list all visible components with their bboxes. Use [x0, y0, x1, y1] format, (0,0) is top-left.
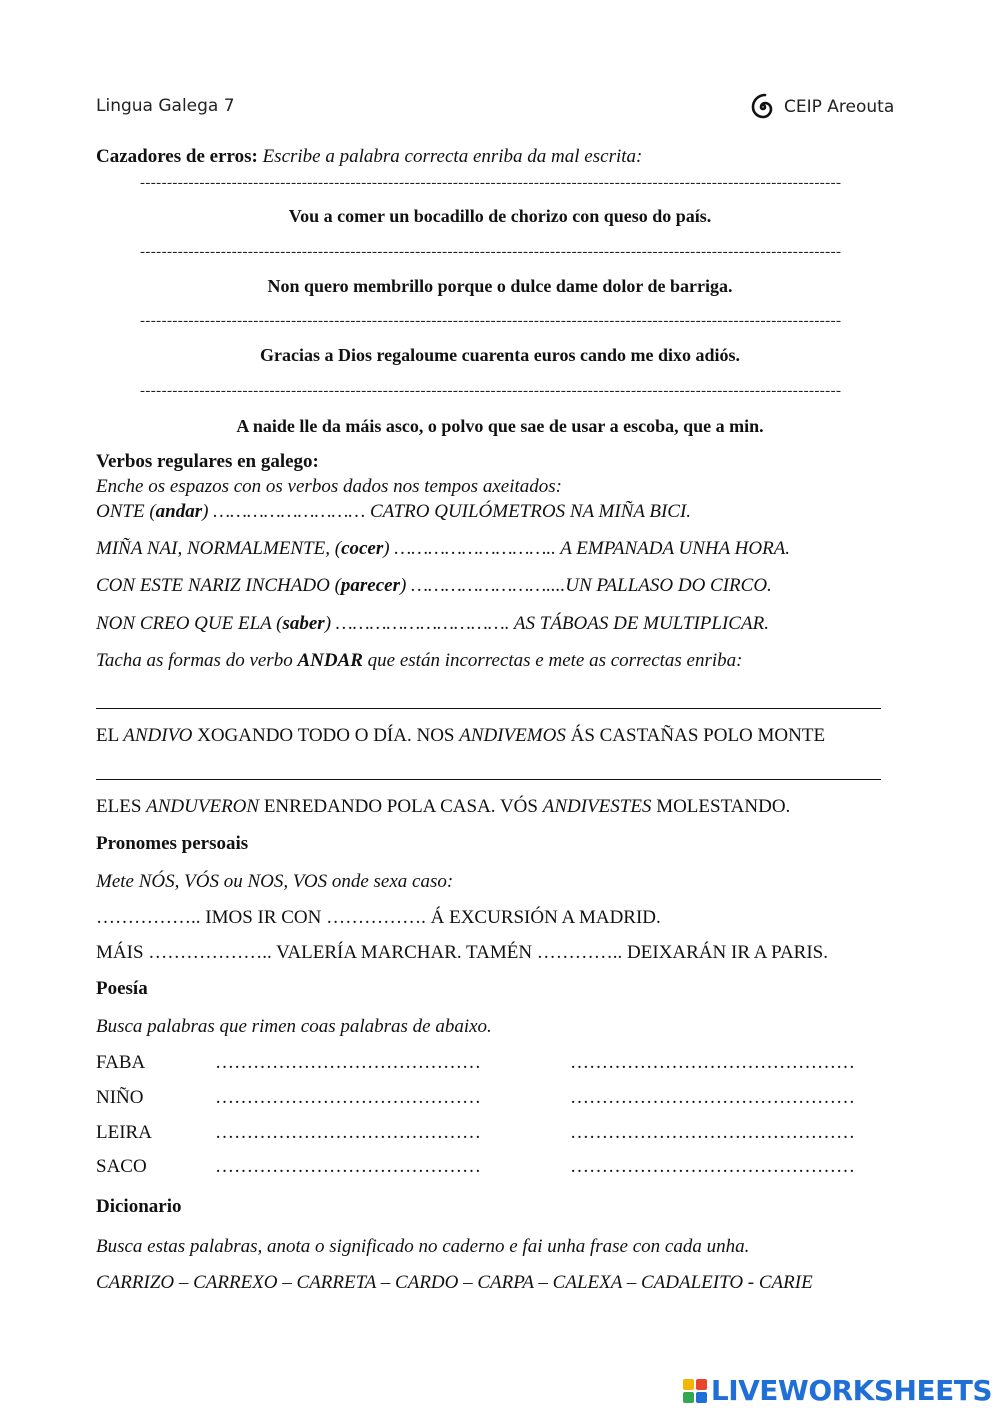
- verb-line-pre: MIÑA NAI, NORMALMENTE, (: [96, 538, 342, 559]
- verb-line-3[interactable]: [96, 575, 772, 597]
- verb-line-2[interactable]: [96, 538, 790, 560]
- verb-line-post: ) ……………………….. A EMPANADA UNHA HORA.: [383, 538, 791, 559]
- school-name: [748, 92, 894, 122]
- rhyme-blank[interactable]: ………………………………………: [570, 1122, 855, 1143]
- verb-line-4[interactable]: [96, 613, 769, 635]
- text: ÁS CASTAÑAS POLO MONTE: [565, 725, 826, 746]
- verb-line-pre: NON CREO QUE ELA (: [96, 613, 283, 634]
- dictionary-words: CARRIZO – CARREXO – CARRETA – CARDO – CARPA – CALEXA – CADALEITO - CARIE: [96, 1272, 813, 1293]
- rhyme-blank[interactable]: ……………………………………: [215, 1122, 481, 1143]
- verb-line-post: ) ……………………… CATRO QUILÓMETROS NA MIÑA BICI.: [202, 501, 692, 522]
- verbs-title: Verbos regulares en galego:: [96, 451, 319, 472]
- error-sentence-1: Vou a comer un bocadillo de chorizo con queso do país.: [288, 206, 712, 226]
- rhyme-word: NIÑO: [96, 1087, 144, 1108]
- text: EL: [96, 725, 124, 746]
- verb-line-pre: ONTE (: [96, 501, 156, 522]
- poetry-instruction: Busca palabras que rimen coas palabras de abaixo.: [96, 1016, 492, 1037]
- liveworksheets-brand[interactable]: [683, 1374, 992, 1407]
- verb-line-pre: CON ESTE NARIZ INCHADO (: [96, 575, 341, 596]
- verb-line-post: ) ……………………....UN PALLASO DO CIRCO.: [400, 575, 772, 596]
- tacha-verb: ANDAR: [297, 650, 363, 671]
- errors-instruction: Escribe a palabra correcta enriba da mal escrita:: [262, 146, 643, 167]
- rhyme-blank[interactable]: ……………………………………: [215, 1052, 481, 1073]
- verb-hint: saber: [282, 613, 325, 634]
- pronouns-line-2[interactable]: MÁIS ……………….. VALERÍA MARCHAR. TAMÉN ………….. DEIXARÁN IR A PARIS.: [96, 942, 829, 963]
- tacha-pre: Tacha as formas do verbo: [96, 650, 298, 671]
- rhyme-word: FABA: [96, 1052, 146, 1073]
- verb-hint: cocer: [341, 538, 384, 559]
- rhyme-blank[interactable]: ………………………………………: [570, 1156, 855, 1177]
- error-sentence-4: A naide lle da máis asco, o polvo que sae de usar a escoba, que a min.: [236, 416, 764, 436]
- write-line-2[interactable]: ----------------------------------------------------------------------------------------------------------------------------------: [140, 244, 842, 260]
- text: XOGANDO TODO O DÍA. NOS: [192, 725, 460, 746]
- rhyme-blank[interactable]: ………………………………………: [570, 1052, 855, 1073]
- wrong-verb[interactable]: ANDIVEMOS: [459, 725, 566, 746]
- pronouns-title: Pronomes persoais: [96, 833, 249, 854]
- pronouns-line-1[interactable]: …………….. IMOS IR CON ……………. Á EXCURSIÓN A MADRID.: [96, 907, 661, 928]
- verb-line-1[interactable]: [96, 501, 691, 523]
- liveworksheets-logo-icon: [683, 1379, 707, 1403]
- spiral-icon: [748, 92, 778, 122]
- dictionary-instruction: Busca estas palabras, anota o significado no caderno e fai unha frase con cada unha.: [96, 1236, 750, 1257]
- rhyme-blank[interactable]: ……………………………………: [215, 1087, 481, 1108]
- write-line-1[interactable]: ----------------------------------------------------------------------------------------------------------------------------------: [140, 175, 842, 191]
- error-sentence-3: Gracias a Dios regaloume cuarenta euros cando me dixo adiós.: [260, 345, 740, 365]
- answer-underline-1[interactable]: [96, 708, 881, 709]
- rhyme-blank[interactable]: ………………………………………: [570, 1087, 855, 1108]
- tacha-instruction: [96, 650, 742, 672]
- pronouns-instruction: Mete NÓS, VÓS ou NOS, VOS onde sexa caso:: [96, 871, 454, 892]
- text: MOLESTANDO.: [651, 796, 791, 817]
- write-line-3[interactable]: ----------------------------------------------------------------------------------------------------------------------------------: [140, 313, 842, 329]
- wrong-verb[interactable]: ANDUVERON: [146, 796, 260, 817]
- andar-line-1: [96, 725, 825, 747]
- andar-line-2: [96, 796, 790, 818]
- dictionary-title: Dicionario: [96, 1196, 182, 1217]
- verbs-instruction: Enche os espazos con os verbos dados nos tempos axeitados:: [96, 476, 562, 497]
- errors-heading: [96, 146, 642, 168]
- poetry-title: Poesía: [96, 978, 148, 999]
- text: ENREDANDO POLA CASA. VÓS: [259, 796, 543, 817]
- rhyme-blank[interactable]: ……………………………………: [215, 1156, 481, 1177]
- answer-underline-2[interactable]: [96, 779, 881, 780]
- verb-hint: andar: [155, 501, 203, 522]
- errors-title: Cazadores de erros:: [96, 146, 258, 167]
- rhyme-word: LEIRA: [96, 1122, 152, 1143]
- rhyme-word: SACO: [96, 1156, 147, 1177]
- school-name-text: CEIP Areouta: [784, 97, 895, 117]
- write-line-4[interactable]: ----------------------------------------------------------------------------------------------------------------------------------: [140, 383, 842, 399]
- wrong-verb[interactable]: ANDIVESTES: [542, 796, 652, 817]
- verb-line-post: ) …………………………. AS TÁBOAS DE MULTIPLICAR.: [324, 613, 769, 634]
- text: ELES: [96, 796, 147, 817]
- verb-hint: parecer: [340, 575, 400, 596]
- brand-text: LIVEWORKSHEETS: [710, 1374, 992, 1407]
- tacha-post: que están incorrectas e mete as correctas enriba:: [362, 650, 743, 671]
- error-sentence-2: Non quero membrillo porque o dulce dame dolor de barriga.: [267, 276, 733, 296]
- wrong-verb[interactable]: ANDIVO: [123, 725, 193, 746]
- header-title: Lingua Galega 7: [96, 96, 235, 116]
